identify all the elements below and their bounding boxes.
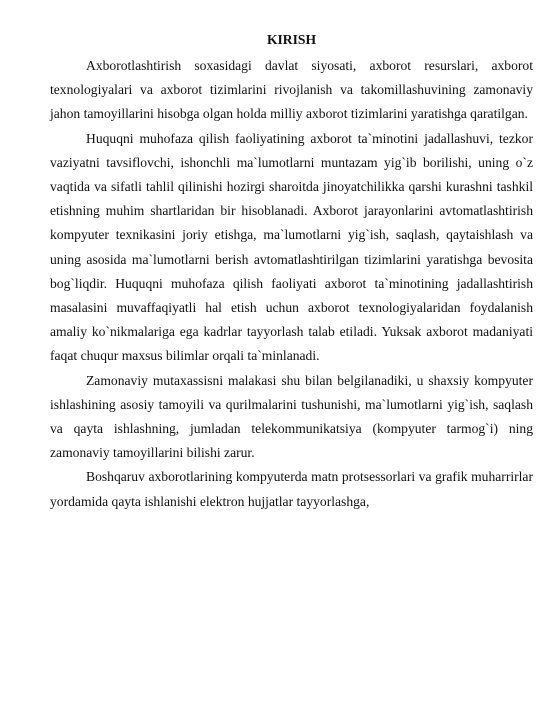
paragraph-3: Zamonaviy mutaxassisni malakasi shu bilan belgilanadiki, u shaxsiy kompyuter ishlashining asosiy tamoyili va qurilmalarini tushunishi, ma`lumotlarni yig`ish, saqlash va qayta ishlashning, jumladan telekommunikatsiya (kompyuter tarmog`i) ning zamonaviy tamoyillarini bilishi zarur. [50,372,533,461]
paragraph-1: Axborotlashtirish soxasidagi davlat siyosati, axborot resurslari, axborot texnologiyalari va axborot tizimlarini rivojlanish va takomillashuvining zamonaviy jahon tamoyillarini hisobga olgan holda milliy axborot tizimlarini yaratishga qaratilgan. [50,58,533,122]
document-page [50,30,533,514]
document-title: KIRISH [266,32,317,47]
paragraph-4: Boshqaruv axborotlarining kompyuterda matn protsessorlari va grafik muharrirlar yordamida qayta ishlanishi elektron hujjatlar tayyorlashga, [50,469,533,509]
paragraph-2: Huquqni muhofaza qilish faoliyatining axborot ta`minotini jadallashuvi, tezkor vaziyatni tavsiflovchi, ishonchli ma`lumotlarni muntazam yig`ib borilishi, uning o`z vaqtida va sifatli tahlil qilinishi hozirgi sharoitda jinoyatchilikka qarshi kurashni tashkil etishning muhim shartlaridan bir hisoblanadi. Axborot jarayonlarini avtomatlashtirish kompyuter texnikasini joriy etishga, ma`lumotlarni yig`ish, saqlash, qaytaishlash va uning asosida ma`lumotlarni berish avtomatlashtirilgan tizimlarini yaratishga bevosita bog`liqdir. Huquqni muhofaza qilish faoliyati axborot ta`minotining jadallashtirish masalasini muvaffaqiyatli hal etish uchun axborot texnologiyalaridan foydalanish amaliy ko`nikmalariga ega kadrlar tayyorlash talab etiladi. Yuksak axborot madaniyati faqat chuqur maxsus bilimlar orqali ta`minlanadi. [50,130,533,364]
